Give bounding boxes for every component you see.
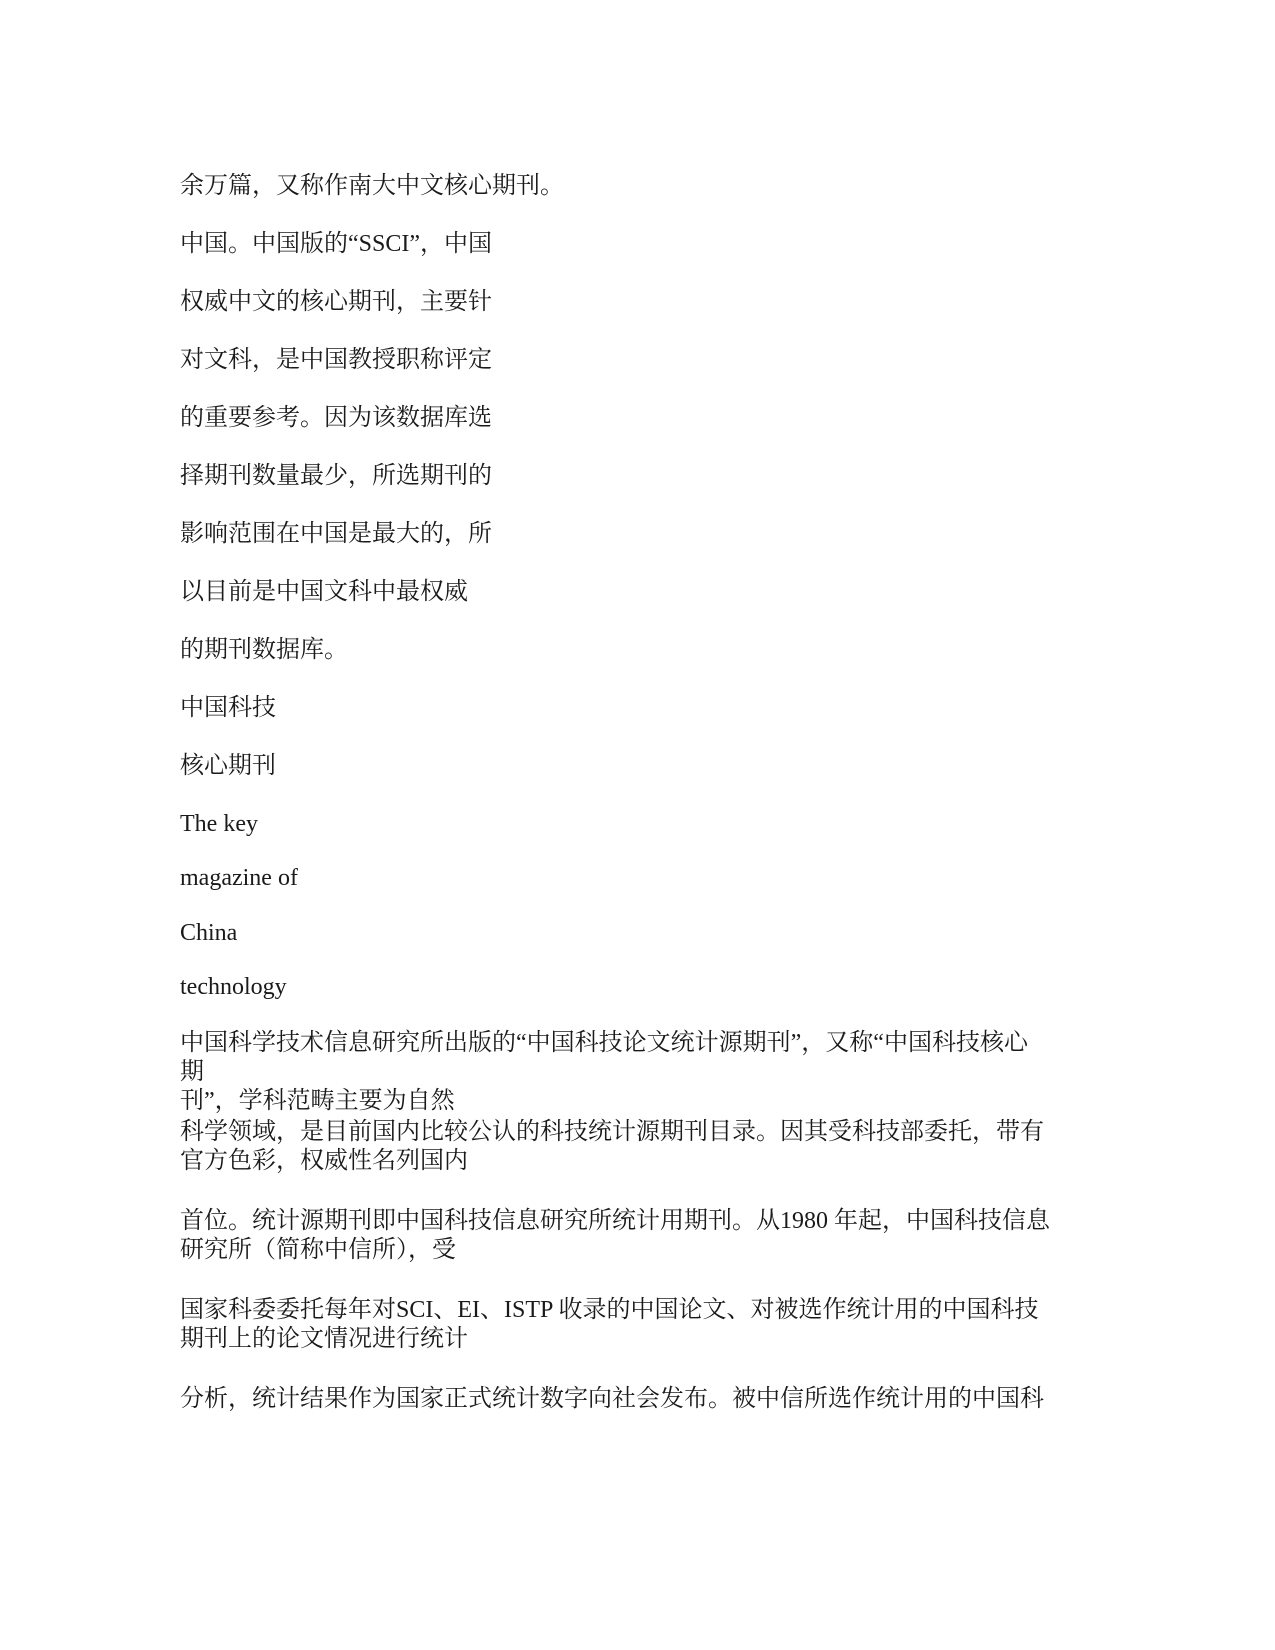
text-line: China: [180, 920, 238, 946]
paragraph-line: 国家科委委托每年对SCI、EI、ISTP 收录的中国论文、对被选作统计用的中国科技: [180, 1297, 1039, 1323]
text-line: 核心期刊: [180, 753, 276, 779]
paragraph-line: 中国科学技术信息研究所出版的“中国科技论文统计源期刊”，又称“中国科技核心期: [180, 1030, 1028, 1085]
paragraph: [180, 1385, 1050, 1414]
paragraph-line: 研究所（简称中信所），受: [180, 1237, 456, 1263]
text-line: technology: [180, 974, 287, 1000]
paragraph-line: 分析，统计结果作为国家正式统计数字向社会发布。被中信所选作统计用的中国科: [180, 1386, 1044, 1412]
paragraph-line: 官方色彩，权威性名列国内: [180, 1148, 468, 1174]
text-line: 的重要参考。因为该数据库选: [180, 405, 492, 431]
paragraph-line: 首位。统计源期刊即中国科技信息研究所统计用期刊。从1980 年起，中国科技信息: [180, 1208, 1050, 1234]
paragraph: [180, 1029, 1050, 1116]
text-line: 中国科技: [180, 695, 276, 721]
paragraph-line: 期刊上的论文情况进行统计: [180, 1326, 468, 1352]
text-line: 择期刊数量最少，所选期刊的: [180, 463, 492, 489]
paragraph-line: 刊”，学科范畴主要为自然: [180, 1088, 455, 1114]
text-line: magazine of: [180, 865, 298, 891]
paragraph-line: 科学领域，是目前国内比较公认的科技统计源期刊目录。因其受科技部委托，带有: [180, 1119, 1044, 1145]
text-line: The key: [180, 811, 258, 837]
text-line: 对文科，是中国教授职称评定: [180, 347, 492, 373]
text-line: 中国。中国版的“SSCI”，中国: [180, 231, 492, 257]
text-line: 的期刊数据库。: [180, 637, 348, 663]
text-line: 影响范围在中国是最大的，所: [180, 521, 492, 547]
text-line: 权威中文的核心期刊，主要针: [180, 289, 492, 315]
text-line: 以目前是中国文科中最权威: [180, 579, 468, 605]
text-line: 余万篇，又称作南大中文核心期刊。: [180, 173, 564, 199]
paragraph: [180, 1118, 1050, 1176]
paragraph: [180, 1207, 1050, 1265]
paragraph: [180, 1296, 1050, 1354]
